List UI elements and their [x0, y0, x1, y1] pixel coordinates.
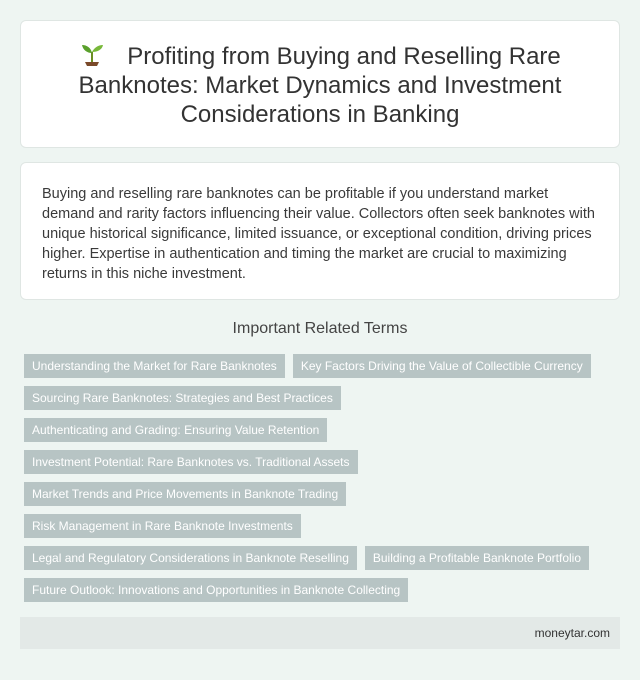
- footer: [20, 617, 620, 649]
- related-term-tag[interactable]: Market Trends and Price Movements in Banknote Trading: [24, 482, 346, 506]
- intro-text: Buying and reselling rare banknotes can be profitable if you understand market demand and rarity factors influencing their value. Collectors often seek banknotes with unique historical significance, limited issuance, or exceptional condition, driving prices higher. Expertise in authentication and timing the market are crucial to maximizing returns in this niche investment.: [42, 186, 595, 282]
- terms-row: [24, 418, 624, 442]
- seedling-icon: [79, 40, 105, 66]
- footer-site-link[interactable]: moneytar.com: [534, 626, 610, 640]
- page-title: [45, 40, 595, 129]
- related-terms-list: [24, 354, 624, 610]
- terms-row: [24, 482, 624, 506]
- related-term-tag[interactable]: Building a Profitable Banknote Portfolio: [365, 546, 589, 570]
- related-term-tag[interactable]: Future Outlook: Innovations and Opportunities in Banknote Collecting: [24, 578, 408, 602]
- terms-row: [24, 546, 624, 570]
- related-term-tag[interactable]: Key Factors Driving the Value of Collectible Currency: [293, 354, 591, 378]
- terms-row: [24, 514, 624, 538]
- terms-row: [24, 578, 624, 602]
- page-title-text: Profiting from Buying and Reselling Rare Banknotes: Market Dynamics and Investment Considerations in Banking: [78, 42, 562, 128]
- related-term-tag[interactable]: Authenticating and Grading: Ensuring Value Retention: [24, 418, 327, 442]
- related-term-tag[interactable]: Understanding the Market for Rare Banknotes: [24, 354, 285, 378]
- intro-card: [20, 162, 620, 300]
- related-term-tag[interactable]: Legal and Regulatory Considerations in Banknote Reselling: [24, 546, 357, 570]
- related-term-tag[interactable]: Investment Potential: Rare Banknotes vs. Traditional Assets: [24, 450, 358, 474]
- terms-row: [24, 386, 624, 410]
- terms-row: [24, 450, 624, 474]
- related-term-tag[interactable]: Risk Management in Rare Banknote Investments: [24, 514, 301, 538]
- terms-row: [24, 354, 624, 378]
- related-term-tag[interactable]: Sourcing Rare Banknotes: Strategies and Best Practices: [24, 386, 341, 410]
- related-terms-heading: Important Related Terms: [232, 320, 408, 337]
- title-card: [20, 20, 620, 148]
